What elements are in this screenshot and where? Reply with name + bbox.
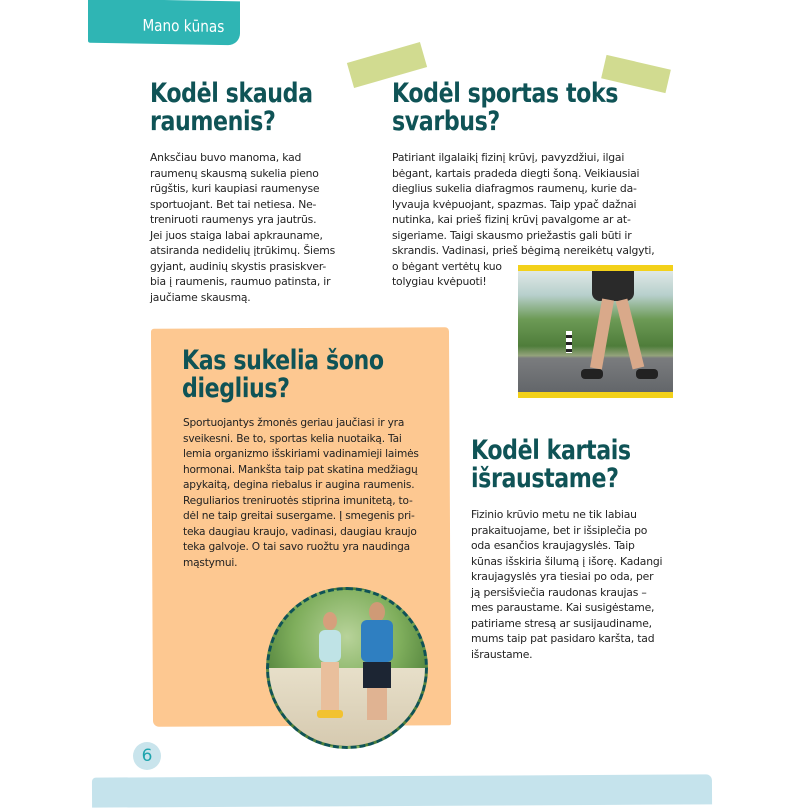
paragraph-sore-muscles <box>150 150 335 305</box>
text-line: Reguliarios treniruotės stiprina imunitetą, to- <box>183 494 413 507</box>
text-line: mąstymui. <box>183 556 238 569</box>
text-line: prakaituojame, bet ir išsiplečia po <box>471 523 648 537</box>
heading-line: svarbus? <box>392 106 500 137</box>
text-line: sigeriame. Taigi skausmo priežastis gali būti ir <box>392 228 632 242</box>
text-line: teka galvoje. O tai savo ruožtu yra naudinga <box>183 541 410 553</box>
text-line: išraustame. <box>471 647 533 661</box>
text-line: tolygiau kvėpuoti! <box>392 275 487 288</box>
text-line: kraujagyslės yra tiesiai po oda, per <box>471 570 654 583</box>
heading-line: Kodėl sportas toks <box>392 78 619 109</box>
heading-why-sport-important <box>392 80 618 136</box>
page-number: 6 <box>133 742 161 770</box>
text-line: bia į raumenis, raumuo patinsta, ir <box>150 275 331 288</box>
text-line: sveikesni. Be to, sportas kelia nuotaiką. Tai <box>183 432 402 445</box>
couple-jogging-photo <box>266 587 428 749</box>
heading-line: raumenis? <box>150 106 276 137</box>
text-line: hormonai. Mankšta taip pat skatina medžiagų <box>183 463 418 476</box>
heading-sore-muscles <box>150 80 313 136</box>
text-line: oda esančios kraujagyslės. Taip <box>471 539 635 552</box>
text-line: nutinka, kai prieš fizinį krūvį pavalgome ar at- <box>392 213 631 226</box>
section-label: Mano kūnas <box>142 15 224 37</box>
text-line: Fizinio krūvio metu ne tik labiau <box>471 508 637 521</box>
text-line: apykaitą, degina riebalus ir augina raumenis. <box>183 479 415 491</box>
text-line: atsiranda nedidelių įtrūkimų. Šiems <box>150 244 336 257</box>
text-line: Patiriant ilgalaikį fizinį krūvį, pavyzdžiui, ilgai <box>392 151 625 164</box>
heading-line: dieglius? <box>182 373 290 404</box>
heading-line: išraustame? <box>471 463 619 494</box>
heading-line: Kas sukelia šono <box>182 345 384 376</box>
text-line: Jei juos staiga labai apkrauname, <box>150 228 323 242</box>
text-line: dieglius sukelia diafragmos raumenų, kurie da- <box>392 182 637 195</box>
paragraph-blushing <box>471 507 662 662</box>
text-line: Anksčiau buvo manoma, kad <box>150 151 302 164</box>
heading-line: Kodėl kartais <box>471 435 631 466</box>
text-line: raumenų skausmą sukelia pieno <box>150 166 319 180</box>
text-line: dėl ne taip greitai susergame. Į smegenis pri- <box>183 510 415 522</box>
text-line: lemia organizmo išskiriami vadinamieji laimės <box>183 448 419 460</box>
text-line: jaučiame skausmą. <box>150 290 251 304</box>
text-line: o bėgant vertėtų kuo <box>392 259 502 273</box>
text-line: sportuojant. Bet tai netiesa. Ne- <box>150 197 317 211</box>
heading-line: Kodėl skauda <box>150 78 313 109</box>
text-line: lyvauja kvėpuojant, spazmas. Taip ypač dažnai <box>392 197 637 211</box>
text-line: ją persišviečia raudonas kraujas – <box>471 585 647 599</box>
text-line: mes paraustame. Kai susigėstame, <box>471 601 655 614</box>
text-line: skrandis. Vadinasi, prieš bėgimą nereikėtų valgyti, <box>392 244 655 257</box>
heading-side-stitch <box>182 347 384 403</box>
section-header-tab <box>88 0 240 45</box>
text-line: kūnas išskiria šilumą į išorę. Kadangi <box>471 554 663 568</box>
text-line: mums taip pat pasidaro karšta, tad <box>471 632 655 645</box>
bottom-decorative-band <box>92 774 712 807</box>
text-line: treniruoti raumenys yra jautrūs. <box>150 213 317 226</box>
text-line: gyjant, audinių skystis prasiskver- <box>150 259 327 273</box>
text-line: teka daugiau kraujo, vadinasi, daugiau kraujo <box>183 525 417 538</box>
text-line: bėgant, kartais pradeda diegti šoną. Veikiausiai <box>392 166 640 180</box>
runner-photo <box>518 265 673 398</box>
heading-blushing <box>471 437 631 493</box>
text-line: patiriame stresą ar susijaudiname, <box>471 616 652 630</box>
text-line: rūgštis, kuri kaupiasi raumenyse <box>150 182 320 195</box>
paragraph-side-stitch <box>183 416 419 571</box>
text-line: Sportuojantys žmonės geriau jaučiasi ir yra <box>183 417 405 429</box>
